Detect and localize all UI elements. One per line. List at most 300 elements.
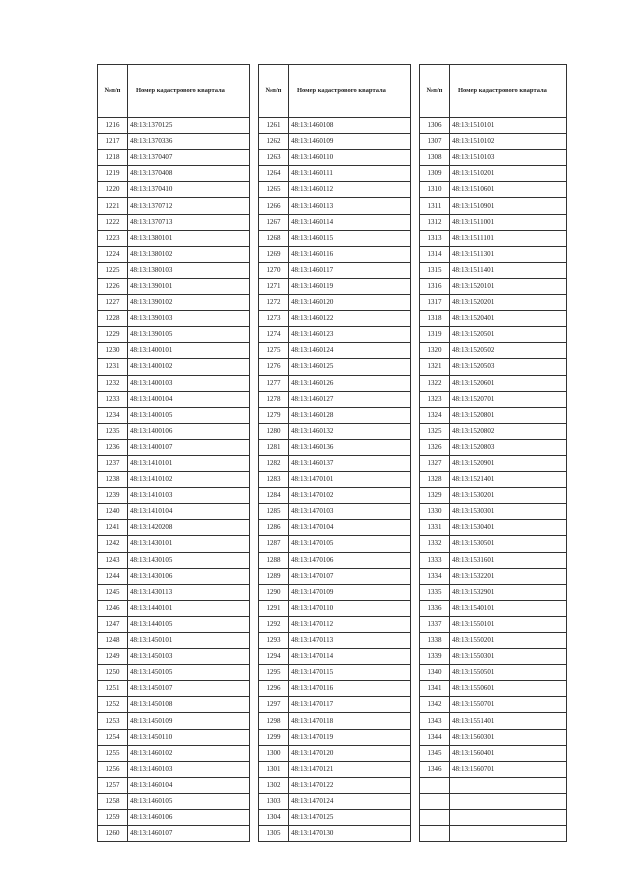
cadastral-number: 48:13:1460124 [289, 343, 411, 359]
cadastral-number: 48:13:1510103 [450, 150, 567, 166]
cadastral-number: 48:13:1400105 [128, 407, 250, 423]
cadastral-number: 48:13:1410102 [128, 472, 250, 488]
cadastral-table-3 [419, 64, 567, 842]
row-number: 1284 [259, 488, 289, 504]
cadastral-number: 48:13:1460126 [289, 375, 411, 391]
cadastral-number: 48:13:1430106 [128, 568, 250, 584]
row-number: 1266 [259, 198, 289, 214]
row-number: 1325 [420, 423, 450, 439]
cadastral-number: 48:13:1460104 [128, 777, 250, 793]
cadastral-number: 48:13:1520401 [450, 311, 567, 327]
cadastral-number: 48:13:1510101 [450, 118, 567, 134]
row-number: 1334 [420, 568, 450, 584]
cadastral-number: 48:13:1520801 [450, 407, 567, 423]
cadastral-number: 48:13:1450101 [128, 633, 250, 649]
cadastral-number: 48:13:1460114 [289, 214, 411, 230]
row-number: 1278 [259, 391, 289, 407]
table-row [259, 633, 411, 649]
table-row [259, 681, 411, 697]
cadastral-number: 48:13:1520501 [450, 327, 567, 343]
table-row [98, 230, 250, 246]
cadastral-number: 48:13:1450110 [128, 729, 250, 745]
cadastral-number: 48:13:1460103 [128, 761, 250, 777]
row-number: 1291 [259, 600, 289, 616]
row-number: 1288 [259, 552, 289, 568]
cadastral-number: 48:13:1390102 [128, 295, 250, 311]
table-row [420, 810, 567, 826]
cadastral-number: 48:13:1370407 [128, 150, 250, 166]
table-row [98, 262, 250, 278]
row-number: 1257 [98, 777, 128, 793]
cadastral-number: 48:13:1460109 [289, 134, 411, 150]
row-number: 1248 [98, 633, 128, 649]
row-number: 1337 [420, 616, 450, 632]
table-row [259, 504, 411, 520]
row-number: 1235 [98, 423, 128, 439]
cadastral-number: 48:13:1560701 [450, 761, 567, 777]
table-row [259, 343, 411, 359]
cadastral-number: 48:13:1470110 [289, 600, 411, 616]
row-number: 1295 [259, 665, 289, 681]
table-row [98, 423, 250, 439]
table-row [259, 568, 411, 584]
table-row [98, 214, 250, 230]
row-number: 1317 [420, 295, 450, 311]
row-number: 1216 [98, 118, 128, 134]
table-row [259, 600, 411, 616]
table-row [259, 134, 411, 150]
row-number: 1238 [98, 472, 128, 488]
table-row [420, 761, 567, 777]
cadastral-number [450, 793, 567, 809]
row-number: 1250 [98, 665, 128, 681]
row-number: 1243 [98, 552, 128, 568]
cadastral-number: 48:13:1560301 [450, 729, 567, 745]
row-number: 1335 [420, 584, 450, 600]
cadastral-number: 48:13:1460127 [289, 391, 411, 407]
cadastral-number: 48:13:1390101 [128, 278, 250, 294]
cadastral-number: 48:13:1390105 [128, 327, 250, 343]
row-number: 1259 [98, 810, 128, 826]
row-number: 1304 [259, 810, 289, 826]
table-row [98, 391, 250, 407]
table-row [420, 262, 567, 278]
table-row [98, 681, 250, 697]
row-number: 1260 [98, 826, 128, 842]
table-row [98, 697, 250, 713]
table-row [259, 793, 411, 809]
table-row [420, 520, 567, 536]
cadastral-number: 48:13:1520503 [450, 359, 567, 375]
row-number: 1315 [420, 262, 450, 278]
cadastral-number: 48:13:1550301 [450, 649, 567, 665]
row-number: 1265 [259, 182, 289, 198]
cadastral-number: 48:13:1450107 [128, 681, 250, 697]
table-row [420, 472, 567, 488]
row-number: 1227 [98, 295, 128, 311]
table-row [420, 488, 567, 504]
cadastral-number: 48:13:1460122 [289, 311, 411, 327]
row-number: 1333 [420, 552, 450, 568]
row-number: 1292 [259, 616, 289, 632]
cadastral-number: 48:13:1470102 [289, 488, 411, 504]
table-row [420, 423, 567, 439]
cadastral-number: 48:13:1460120 [289, 295, 411, 311]
row-number: 1230 [98, 343, 128, 359]
header-cadastral-quarter: Номер кадастрового квартала [450, 65, 567, 118]
cadastral-number: 48:13:1532201 [450, 568, 567, 584]
row-number: 1256 [98, 761, 128, 777]
row-number: 1274 [259, 327, 289, 343]
row-number: 1249 [98, 649, 128, 665]
row-number: 1251 [98, 681, 128, 697]
row-number: 1268 [259, 230, 289, 246]
row-number: 1254 [98, 729, 128, 745]
cadastral-number: 48:13:1450108 [128, 697, 250, 713]
cadastral-number: 48:13:1470119 [289, 729, 411, 745]
table-header-row [420, 65, 567, 118]
table-row [259, 246, 411, 262]
cadastral-number: 48:13:1400104 [128, 391, 250, 407]
table-row [259, 166, 411, 182]
header-number: №п/п [98, 65, 128, 118]
table-row [420, 681, 567, 697]
cadastral-number: 48:13:1450105 [128, 665, 250, 681]
row-number: 1318 [420, 311, 450, 327]
cadastral-number: 48:13:1460137 [289, 455, 411, 471]
row-number: 1225 [98, 262, 128, 278]
row-number: 1299 [259, 729, 289, 745]
row-number: 1341 [420, 681, 450, 697]
table-row [259, 118, 411, 134]
table-row [420, 134, 567, 150]
cadastral-number: 48:13:1370713 [128, 214, 250, 230]
table-row [98, 616, 250, 632]
cadastral-number: 48:13:1460123 [289, 327, 411, 343]
table-row [420, 793, 567, 809]
row-number: 1302 [259, 777, 289, 793]
cadastral-number: 48:13:1520101 [450, 278, 567, 294]
row-number: 1285 [259, 504, 289, 520]
cadastral-number: 48:13:1470115 [289, 665, 411, 681]
row-number: 1308 [420, 150, 450, 166]
row-number: 1322 [420, 375, 450, 391]
row-number: 1306 [420, 118, 450, 134]
cadastral-number: 48:13:1460107 [128, 826, 250, 842]
row-number: 1220 [98, 182, 128, 198]
table-row [420, 391, 567, 407]
row-number: 1228 [98, 311, 128, 327]
row-number: 1326 [420, 439, 450, 455]
table-row [98, 327, 250, 343]
row-number: 1340 [420, 665, 450, 681]
table-row [259, 649, 411, 665]
table-row [259, 359, 411, 375]
table-row [259, 295, 411, 311]
cadastral-number: 48:13:1470114 [289, 649, 411, 665]
cadastral-number [450, 777, 567, 793]
cadastral-number: 48:13:1470109 [289, 584, 411, 600]
cadastral-number: 48:13:1460108 [289, 118, 411, 134]
cadastral-number: 48:13:1450109 [128, 713, 250, 729]
row-number: 1271 [259, 278, 289, 294]
cadastral-number: 48:13:1470116 [289, 681, 411, 697]
cadastral-number: 48:13:1460119 [289, 278, 411, 294]
table-row [98, 278, 250, 294]
row-number: 1240 [98, 504, 128, 520]
table-row [420, 600, 567, 616]
row-number: 1327 [420, 455, 450, 471]
cadastral-number: 48:13:1470106 [289, 552, 411, 568]
table-row [259, 552, 411, 568]
table-row [420, 536, 567, 552]
row-number: 1280 [259, 423, 289, 439]
row-number: 1269 [259, 246, 289, 262]
row-number: 1218 [98, 150, 128, 166]
row-number: 1312 [420, 214, 450, 230]
row-number: 1270 [259, 262, 289, 278]
row-number: 1219 [98, 166, 128, 182]
row-number: 1286 [259, 520, 289, 536]
table-row [98, 343, 250, 359]
table-row [98, 295, 250, 311]
cadastral-number: 48:13:1400101 [128, 343, 250, 359]
table-row [420, 278, 567, 294]
table-row [98, 777, 250, 793]
cadastral-number: 48:13:1520802 [450, 423, 567, 439]
table-row [98, 761, 250, 777]
cadastral-number: 48:13:1470105 [289, 536, 411, 552]
cadastral-number: 48:13:1551401 [450, 713, 567, 729]
cadastral-number: 48:13:1520502 [450, 343, 567, 359]
cadastral-number: 48:13:1470101 [289, 472, 411, 488]
row-number: 1310 [420, 182, 450, 198]
cadastral-number: 48:13:1550501 [450, 665, 567, 681]
row-number: 1307 [420, 134, 450, 150]
row-number: 1272 [259, 295, 289, 311]
cadastral-number: 48:13:1440105 [128, 616, 250, 632]
cadastral-number: 48:13:1530401 [450, 520, 567, 536]
table-row [98, 745, 250, 761]
row-number: 1331 [420, 520, 450, 536]
row-number: 1276 [259, 359, 289, 375]
table-row [420, 616, 567, 632]
table-row [259, 520, 411, 536]
row-number: 1305 [259, 826, 289, 842]
table-row [420, 455, 567, 471]
cadastral-number [450, 810, 567, 826]
cadastral-number: 48:13:1520201 [450, 295, 567, 311]
row-number: 1316 [420, 278, 450, 294]
table-row [98, 134, 250, 150]
table-row [420, 713, 567, 729]
cadastral-number: 48:13:1470117 [289, 697, 411, 713]
table-row [420, 230, 567, 246]
table-row [259, 327, 411, 343]
cadastral-number: 48:13:1520701 [450, 391, 567, 407]
row-number: 1242 [98, 536, 128, 552]
table-row [259, 745, 411, 761]
cadastral-number: 48:13:1510601 [450, 182, 567, 198]
row-number: 1313 [420, 230, 450, 246]
cadastral-number: 48:13:1410101 [128, 455, 250, 471]
cadastral-number: 48:13:1530201 [450, 488, 567, 504]
row-number: 1346 [420, 761, 450, 777]
cadastral-number: 48:13:1370410 [128, 182, 250, 198]
row-number [420, 777, 450, 793]
row-number: 1282 [259, 455, 289, 471]
row-number: 1253 [98, 713, 128, 729]
row-number: 1328 [420, 472, 450, 488]
cadastral-number: 48:13:1531601 [450, 552, 567, 568]
cadastral-number: 48:13:1460113 [289, 198, 411, 214]
table-row [420, 359, 567, 375]
cadastral-number: 48:13:1520601 [450, 375, 567, 391]
cadastral-number: 48:13:1400103 [128, 375, 250, 391]
table-row [259, 455, 411, 471]
table-row [259, 182, 411, 198]
table-row [420, 729, 567, 745]
table-row [98, 568, 250, 584]
cadastral-number: 48:13:1430105 [128, 552, 250, 568]
cadastral-number: 48:13:1521401 [450, 472, 567, 488]
header-number: №п/п [420, 65, 450, 118]
table-row [98, 118, 250, 134]
table-row [98, 182, 250, 198]
row-number: 1264 [259, 166, 289, 182]
table-row [98, 633, 250, 649]
table-row [259, 262, 411, 278]
table-row [420, 665, 567, 681]
table-row [98, 472, 250, 488]
row-number: 1279 [259, 407, 289, 423]
table-row [420, 745, 567, 761]
cadastral-number: 48:13:1380103 [128, 262, 250, 278]
table-row [259, 697, 411, 713]
cadastral-number: 48:13:1530501 [450, 536, 567, 552]
row-number: 1330 [420, 504, 450, 520]
row-number: 1252 [98, 697, 128, 713]
table-header-row [259, 65, 411, 118]
table-row [259, 439, 411, 455]
row-number: 1236 [98, 439, 128, 455]
row-number: 1222 [98, 214, 128, 230]
cadastral-number: 48:13:1470107 [289, 568, 411, 584]
row-number: 1217 [98, 134, 128, 150]
row-number: 1241 [98, 520, 128, 536]
cadastral-number: 48:13:1470120 [289, 745, 411, 761]
row-number: 1273 [259, 311, 289, 327]
table-row [259, 713, 411, 729]
table-row [420, 166, 567, 182]
row-number: 1297 [259, 697, 289, 713]
cadastral-number: 48:13:1460125 [289, 359, 411, 375]
table-row [420, 118, 567, 134]
cadastral-number: 48:13:1550701 [450, 697, 567, 713]
table-row [259, 311, 411, 327]
row-number: 1231 [98, 359, 128, 375]
cadastral-number: 48:13:1370712 [128, 198, 250, 214]
row-number: 1267 [259, 214, 289, 230]
cadastral-number: 48:13:1470130 [289, 826, 411, 842]
cadastral-number [450, 826, 567, 842]
cadastral-number: 48:13:1511401 [450, 262, 567, 278]
row-number: 1293 [259, 633, 289, 649]
table-row [259, 407, 411, 423]
table-row [98, 488, 250, 504]
row-number: 1245 [98, 584, 128, 600]
table-header-row [98, 65, 250, 118]
row-number: 1258 [98, 793, 128, 809]
row-number: 1281 [259, 439, 289, 455]
cadastral-number: 48:13:1410104 [128, 504, 250, 520]
row-number: 1226 [98, 278, 128, 294]
table-row [259, 214, 411, 230]
row-number: 1332 [420, 536, 450, 552]
table-row [98, 793, 250, 809]
cadastral-number: 48:13:1460106 [128, 810, 250, 826]
table-row [259, 761, 411, 777]
header-cadastral-quarter: Номер кадастрового квартала [128, 65, 250, 118]
table-row [420, 214, 567, 230]
row-number: 1343 [420, 713, 450, 729]
table-row [420, 343, 567, 359]
row-number: 1329 [420, 488, 450, 504]
row-number: 1246 [98, 600, 128, 616]
row-number: 1221 [98, 198, 128, 214]
row-number: 1323 [420, 391, 450, 407]
table-row [420, 150, 567, 166]
table-row [98, 584, 250, 600]
cadastral-number: 48:13:1370408 [128, 166, 250, 182]
cadastral-number: 48:13:1510901 [450, 198, 567, 214]
table-row [259, 472, 411, 488]
cadastral-number: 48:13:1460128 [289, 407, 411, 423]
cadastral-number: 48:13:1450103 [128, 649, 250, 665]
cadastral-number: 48:13:1460110 [289, 150, 411, 166]
cadastral-number: 48:13:1530301 [450, 504, 567, 520]
row-number: 1244 [98, 568, 128, 584]
cadastral-number: 48:13:1470122 [289, 777, 411, 793]
table-row [98, 520, 250, 536]
row-number: 1290 [259, 584, 289, 600]
table-row [420, 375, 567, 391]
row-number: 1262 [259, 134, 289, 150]
cadastral-number: 48:13:1430101 [128, 536, 250, 552]
cadastral-number: 48:13:1510201 [450, 166, 567, 182]
table-row [98, 729, 250, 745]
row-number: 1261 [259, 118, 289, 134]
row-number: 1338 [420, 633, 450, 649]
table-row [98, 504, 250, 520]
row-number: 1275 [259, 343, 289, 359]
row-number: 1233 [98, 391, 128, 407]
table-row [420, 584, 567, 600]
cadastral-number: 48:13:1470124 [289, 793, 411, 809]
table-row [420, 649, 567, 665]
table-row [420, 552, 567, 568]
row-number: 1283 [259, 472, 289, 488]
table-row [259, 278, 411, 294]
cadastral-number: 48:13:1470104 [289, 520, 411, 536]
cadastral-number: 48:13:1410103 [128, 488, 250, 504]
cadastral-number: 48:13:1370125 [128, 118, 250, 134]
cadastral-table-1 [97, 64, 250, 842]
table-row [259, 150, 411, 166]
table-row [420, 182, 567, 198]
table-row [259, 810, 411, 826]
cadastral-number: 48:13:1520803 [450, 439, 567, 455]
